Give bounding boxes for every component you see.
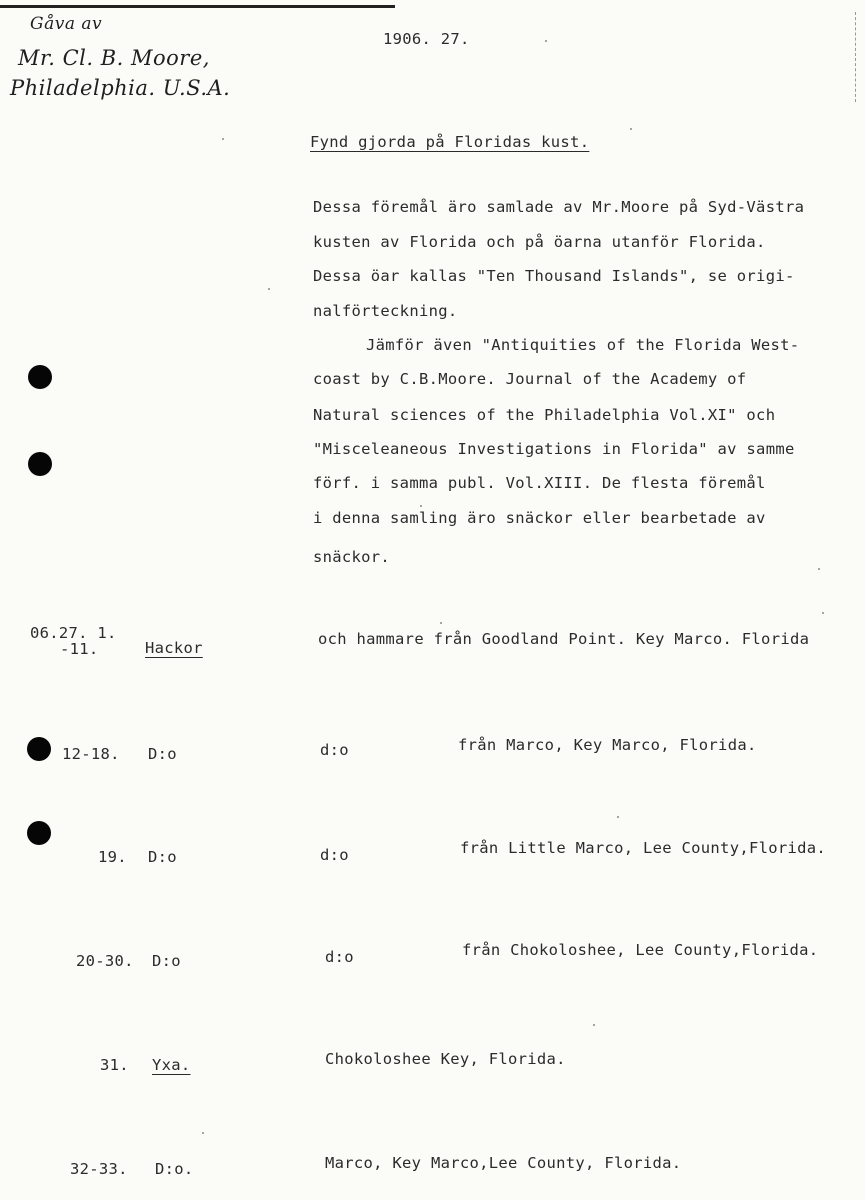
entry-description: Marco, Key Marco,Lee County, Florida. — [325, 1154, 682, 1172]
scan-speck — [617, 816, 619, 818]
intro-line-8: "Misceleaneous Investigations in Florida" av samme — [313, 440, 795, 458]
intro-line-10: i denna samling äro snäckor eller bearbetade av — [313, 509, 766, 527]
entry-ditto: d:o — [320, 846, 349, 864]
scan-speck — [420, 505, 422, 507]
punch-hole — [27, 737, 51, 761]
entry-type: D:o — [152, 952, 181, 970]
entry-number: 32-33. — [70, 1160, 128, 1178]
intro-line-3: Dessa öar kallas "Ten Thousand Islands", se origi- — [313, 267, 795, 285]
scan-speck — [268, 288, 270, 290]
intro-line-6: coast by C.B.Moore. Journal of the Academy of — [313, 370, 747, 388]
intro-line-4: nalförteckning. — [313, 302, 458, 320]
punch-hole — [28, 452, 52, 476]
intro-line-1: Dessa föremål äro samlade av Mr.Moore på Syd-Västra — [313, 198, 805, 216]
entry-number-continued: -11. — [60, 640, 99, 658]
scan-speck — [545, 40, 547, 42]
entry-type: D:o — [148, 848, 177, 866]
intro-line-11: snäckor. — [313, 548, 391, 566]
intro-line-9: förf. i samma publ. Vol.XIII. De flesta föremål — [313, 474, 766, 492]
handwritten-note-line1: Gåva av — [30, 14, 103, 34]
entry-type: D:o — [148, 745, 177, 763]
entry-number: 19. — [98, 848, 127, 866]
intro-line-7: Natural sciences of the Philadelphia Vol.XI" och — [313, 406, 776, 424]
entry-type: Hackor — [145, 639, 203, 657]
entry-number: 20-30. — [76, 952, 134, 970]
entry-description: och hammare från Goodland Point. Key Marco. Florida — [318, 630, 810, 648]
punch-hole — [27, 821, 51, 845]
scan-speck — [593, 1024, 595, 1026]
handwritten-note-line3: Philadelphia. U.S.A. — [10, 76, 231, 100]
right-edge-mark — [855, 12, 857, 102]
entry-number: 06.27. 1. — [30, 624, 117, 642]
entry-description: Chokoloshee Key, Florida. — [325, 1050, 566, 1068]
entry-location: från Chokoloshee, Lee County,Florida. — [462, 941, 819, 959]
entry-location: från Marco, Key Marco, Florida. — [458, 736, 757, 754]
catalog-number: 1906. 27. — [383, 30, 470, 48]
entry-location: från Little Marco, Lee County,Florida. — [460, 839, 827, 857]
intro-line-5: Jämför även "Antiquities of the Florida West- — [366, 336, 800, 354]
entry-number: 12-18. — [62, 745, 120, 763]
scan-speck — [630, 128, 632, 130]
scan-speck — [818, 568, 820, 570]
top-border-rule — [0, 5, 395, 8]
entry-type: Yxa. — [152, 1056, 191, 1074]
scan-speck — [222, 138, 224, 140]
entry-ditto: d:o — [320, 741, 349, 759]
entry-type: D:o. — [155, 1160, 194, 1178]
entry-number: 31. — [100, 1056, 129, 1074]
scan-speck — [440, 622, 442, 624]
scan-speck — [202, 1132, 204, 1134]
entry-ditto: d:o — [325, 948, 354, 966]
handwritten-note-line2: Mr. Cl. B. Moore, — [18, 46, 210, 70]
scan-speck — [822, 612, 824, 614]
page-heading: Fynd gjorda på Floridas kust. — [310, 133, 590, 151]
punch-hole — [28, 365, 52, 389]
intro-line-2: kusten av Florida och på öarna utanför Florida. — [313, 233, 766, 251]
